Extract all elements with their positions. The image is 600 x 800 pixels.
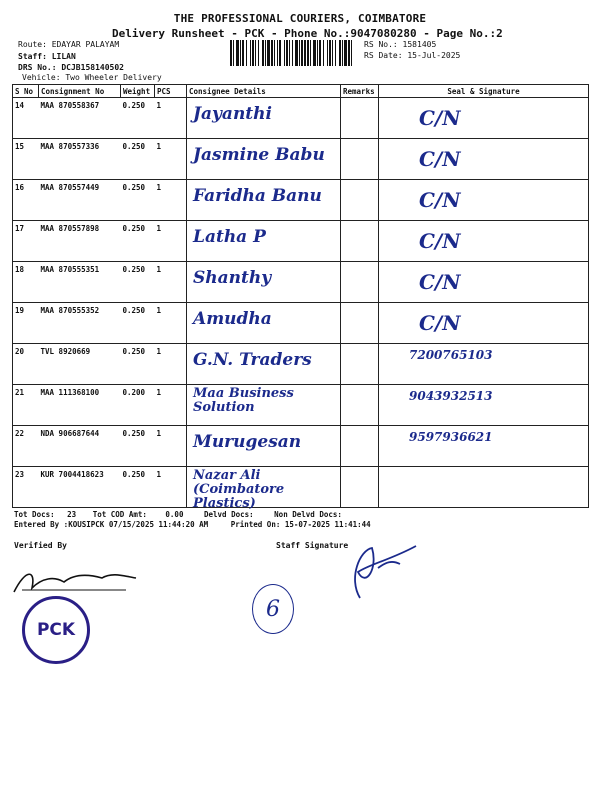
runsheet-table [12, 84, 589, 511]
consignment-cell: KUR 7004418623 [39, 467, 121, 508]
barcode-bar [255, 40, 256, 66]
entered-line: Entered By :KOUSIPCK 07/15/2025 11:44:20 AM Printed On: 15-07-2025 11:41:44 [14, 520, 371, 529]
barcode-bar [240, 40, 241, 66]
barcode-bar [236, 40, 239, 66]
pcs-cell: 1 [155, 303, 187, 344]
col-pcs: PCS [155, 85, 187, 98]
remarks-cell [341, 262, 379, 303]
consignment-cell: MAA 870558367 [39, 98, 121, 139]
pcs-cell: 1 [155, 344, 187, 385]
seal-signature-text: 9597936621 [409, 430, 493, 444]
seal-cell [379, 221, 589, 262]
consignee-cell [187, 344, 341, 385]
printed-on: 15-07-2025 11:41:44 [284, 520, 371, 529]
pcs-cell: 1 [155, 385, 187, 426]
circled-number: 6 [252, 584, 294, 634]
consignee-cell [187, 98, 341, 139]
barcode-bar [274, 40, 275, 66]
remarks-cell [341, 139, 379, 180]
remarks-cell [341, 180, 379, 221]
barcode-bar [258, 40, 259, 66]
barcode-bar [250, 40, 251, 66]
consignee-cell [187, 139, 341, 180]
barcode-bar [295, 40, 298, 66]
consignee-cell [187, 180, 341, 221]
remarks-cell [341, 426, 379, 467]
col-consignment: Consignment No [39, 85, 121, 98]
rs-no-line: RS No.: 1581405 [364, 40, 437, 49]
consignee-cell [187, 262, 341, 303]
seal-signature-text: C/N [419, 311, 461, 335]
remarks-cell [341, 385, 379, 426]
sno-cell: 22 [13, 426, 39, 467]
sno-cell: 19 [13, 303, 39, 344]
table-row [13, 98, 589, 139]
consignment-cell: MAA 870557449 [39, 180, 121, 221]
consignee-handwriting: Shanthy [193, 268, 272, 288]
weight-cell: 0.250 [121, 262, 155, 303]
col-weight: Weight [121, 85, 155, 98]
consignee-handwriting: Latha P [193, 227, 266, 247]
rs-date-line: RS Date: 15-Jul-2025 [364, 51, 461, 60]
barcode-bar [230, 40, 232, 66]
entered-by: KOUSIPCK 07/15/2025 11:44:20 AM [68, 520, 209, 529]
totals-line: Tot Docs: 23 Tot COD Amt: 0.00 Delvd Docs: Non Delvd Docs: [14, 510, 342, 519]
barcode-bar [335, 40, 336, 66]
pcs-cell: 1 [155, 221, 187, 262]
table-row [13, 344, 589, 385]
consignee-cell [187, 303, 341, 344]
col-sno: S No [13, 85, 39, 98]
pcs-cell: 1 [155, 426, 187, 467]
weight-cell: 0.250 [121, 221, 155, 262]
barcode-bar [342, 40, 343, 66]
sno-cell: 17 [13, 221, 39, 262]
weight-cell: 0.250 [121, 467, 155, 508]
pcs-cell: 1 [155, 262, 187, 303]
barcode-bar [271, 40, 273, 66]
runsheet-subtitle: Delivery Runsheet - PCK - Phone No.:9047080280 - Page No.:2 [112, 27, 503, 40]
rs-no-value: 1581405 [402, 40, 437, 49]
consignee-cell [187, 467, 341, 511]
company-title: THE PROFESSIONAL COURIERS, COIMBATORE [173, 12, 427, 25]
barcode-bar [252, 40, 254, 66]
table-row [13, 426, 589, 467]
barcode-bar [233, 40, 234, 66]
seal-cell [379, 262, 589, 303]
seal-cell [379, 467, 589, 508]
sno-cell: 18 [13, 262, 39, 303]
consignee-cell [187, 221, 341, 262]
barcode-bar [286, 40, 288, 66]
barcode-bar [292, 40, 293, 66]
sno-cell: 20 [13, 344, 39, 385]
seal-cell [379, 385, 589, 426]
barcode-bar [307, 40, 309, 66]
consignment-cell: MAA 870555352 [39, 303, 121, 344]
route-line: Route: EDAYAR PALAYAM [18, 40, 120, 49]
barcode-bar [323, 40, 324, 66]
seal-cell [379, 426, 589, 467]
sno-cell: 23 [13, 467, 39, 508]
barcode-bar [327, 40, 328, 66]
sno-cell: 14 [13, 98, 39, 139]
seal-cell [379, 180, 589, 221]
seal-signature-text: C/N [419, 188, 461, 212]
barcode-bar [310, 40, 311, 66]
vehicle-value: Two Wheeler Delivery [65, 73, 162, 82]
sno-cell: 21 [13, 385, 39, 426]
sno-cell: 15 [13, 139, 39, 180]
col-remarks: Remarks [341, 85, 379, 98]
consignment-cell: MAA 870557898 [39, 221, 121, 262]
barcode-bar [332, 40, 333, 66]
seal-signature-text: 9043932513 [409, 389, 493, 403]
pcs-cell: 1 [155, 98, 187, 139]
vehicle-line: Vehicle: Two Wheeler Delivery [22, 73, 162, 82]
remarks-cell [341, 303, 379, 344]
barcode-bar [265, 40, 266, 66]
staff-line: Staff: LILAN [18, 52, 76, 61]
table-row [13, 221, 589, 262]
table-row [13, 467, 589, 508]
barcode-bar [329, 40, 331, 66]
consignee-handwriting: Murugesan [193, 432, 302, 452]
seal-signature-text: C/N [419, 106, 461, 130]
barcode-bar [277, 40, 278, 66]
col-consignee: Consignee Details [187, 85, 341, 98]
weight-cell: 0.250 [121, 303, 155, 344]
col-seal: Seal & Signature [379, 85, 589, 98]
table-row [13, 385, 589, 426]
consignee-handwriting: Amudha [193, 309, 272, 329]
consignee-cell [187, 385, 341, 426]
tot-docs: 23 [67, 510, 77, 519]
barcode-bar [304, 40, 306, 66]
barcode-bar [301, 40, 303, 66]
weight-cell: 0.200 [121, 385, 155, 426]
consignment-cell: MAA 870557336 [39, 139, 121, 180]
staff-signature [330, 538, 430, 602]
barcode-bar [317, 40, 318, 66]
consignment-cell: MAA 870555351 [39, 262, 121, 303]
table-row [13, 139, 589, 180]
consignee-handwriting: G.N. Traders [193, 350, 312, 370]
barcode-bar [339, 40, 341, 66]
barcode-bar [319, 40, 321, 66]
route-value: EDAYAR PALAYAM [51, 40, 120, 49]
barcode-bar [279, 40, 281, 66]
verifier-signature [8, 560, 138, 600]
barcode-bar [313, 40, 316, 66]
consignee-handwriting: Jasmine Babu [193, 145, 325, 165]
consignee-handwriting: Maa Business Solution [193, 386, 294, 415]
remarks-cell [341, 221, 379, 262]
remarks-cell [341, 98, 379, 139]
barcode-bar [289, 40, 290, 66]
weight-cell: 0.250 [121, 180, 155, 221]
seal-signature-text: 7200765103 [409, 348, 493, 362]
weight-cell: 0.250 [121, 98, 155, 139]
weight-cell: 0.250 [121, 426, 155, 467]
weight-cell: 0.250 [121, 344, 155, 385]
sno-cell: 16 [13, 180, 39, 221]
table-header-row [13, 85, 589, 98]
consignee-handwriting: Nazar Ali (Coimbatore Plastics) [193, 468, 285, 511]
barcode-bar [299, 40, 300, 66]
barcode-bar [242, 40, 244, 66]
remarks-cell [341, 344, 379, 385]
barcode-bar [262, 40, 264, 66]
rs-date-value: 15-Jul-2025 [407, 51, 461, 60]
barcode-bar [351, 40, 352, 66]
barcode-bar [284, 40, 285, 66]
staff-value: LILAN [51, 52, 76, 61]
seal-cell [379, 344, 589, 385]
barcode-bar [267, 40, 270, 66]
drs-value: DCJB158140502 [61, 63, 124, 72]
table-row [13, 303, 589, 344]
tot-cod: 0.00 [165, 510, 184, 519]
staff-signature-label: Staff Signature [276, 541, 349, 550]
barcode-bar [246, 40, 247, 66]
consignment-cell: NDA 906687644 [39, 426, 121, 467]
remarks-cell [341, 467, 379, 508]
weight-cell: 0.250 [121, 139, 155, 180]
consignment-cell: MAA 111368100 [39, 385, 121, 426]
pck-stamp: PCK [22, 596, 90, 664]
pcs-cell: 1 [155, 467, 187, 508]
seal-signature-text: C/N [419, 229, 461, 253]
table-row [13, 262, 589, 303]
consignee-cell [187, 426, 341, 467]
seal-cell [379, 303, 589, 344]
barcode-bar [348, 40, 350, 66]
drs-line: DRS No.: DCJB158140502 [18, 63, 124, 72]
barcode-bar [344, 40, 347, 66]
consignment-cell: TVL 8920669 [39, 344, 121, 385]
seal-signature-text: C/N [419, 147, 461, 171]
pcs-cell: 1 [155, 139, 187, 180]
barcode [230, 40, 356, 66]
consignee-handwriting: Jayanthi [193, 104, 272, 124]
seal-signature-text: C/N [419, 270, 461, 294]
table-row [13, 180, 589, 221]
seal-cell [379, 98, 589, 139]
seal-cell [379, 139, 589, 180]
consignee-handwriting: Faridha Banu [193, 186, 322, 206]
pcs-cell: 1 [155, 180, 187, 221]
verified-by-label: Verified By [14, 541, 67, 550]
